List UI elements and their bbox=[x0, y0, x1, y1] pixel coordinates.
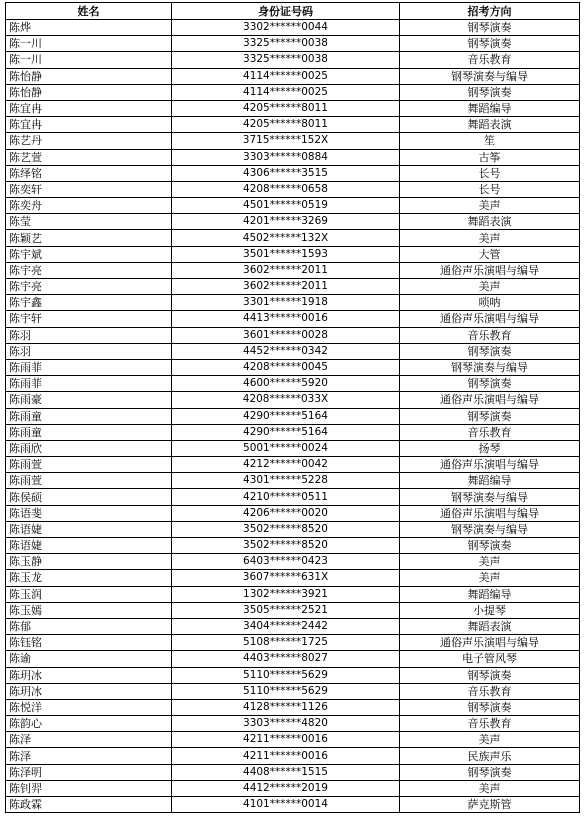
table-row bbox=[6, 521, 580, 537]
cell-id-number: 5001******0024 bbox=[172, 440, 400, 456]
cell-id-number: 4301******5228 bbox=[172, 473, 400, 489]
table-row bbox=[6, 295, 580, 311]
table-body bbox=[6, 20, 580, 813]
cell-name: 陈雨菲 bbox=[6, 376, 172, 392]
cell-direction: 钢琴演奏 bbox=[400, 764, 580, 780]
cell-direction: 通俗声乐演唱与编导 bbox=[400, 262, 580, 278]
table-row bbox=[6, 133, 580, 149]
table-row bbox=[6, 732, 580, 748]
table-row bbox=[6, 424, 580, 440]
cell-name: 陈宇亮 bbox=[6, 262, 172, 278]
cell-direction: 通俗声乐演唱与编导 bbox=[400, 311, 580, 327]
cell-id-number: 4208******0658 bbox=[172, 181, 400, 197]
cell-direction: 小提琴 bbox=[400, 602, 580, 618]
cell-id-number: 1302******3921 bbox=[172, 586, 400, 602]
cell-id-number: 4205******8011 bbox=[172, 100, 400, 116]
cell-direction: 钢琴演奏 bbox=[400, 36, 580, 52]
cell-name: 陈莹 bbox=[6, 214, 172, 230]
cell-name: 陈韵心 bbox=[6, 716, 172, 732]
cell-name: 陈雨豪 bbox=[6, 392, 172, 408]
table-row bbox=[6, 457, 580, 473]
cell-name: 陈悦洋 bbox=[6, 699, 172, 715]
cell-id-number: 3325******0038 bbox=[172, 36, 400, 52]
cell-direction: 舞蹈编导 bbox=[400, 100, 580, 116]
cell-direction: 钢琴演奏与编导 bbox=[400, 68, 580, 84]
cell-id-number: 3502******8520 bbox=[172, 521, 400, 537]
cell-name: 陈玉静 bbox=[6, 554, 172, 570]
cell-direction: 舞蹈表演 bbox=[400, 214, 580, 230]
cell-id-number: 4408******1515 bbox=[172, 764, 400, 780]
table-row bbox=[6, 36, 580, 52]
cell-name: 陈奕轩 bbox=[6, 181, 172, 197]
cell-direction: 音乐教育 bbox=[400, 424, 580, 440]
table-row bbox=[6, 618, 580, 634]
table-row bbox=[6, 117, 580, 133]
cell-name: 陈郁 bbox=[6, 618, 172, 634]
table-row bbox=[6, 279, 580, 295]
cell-direction: 唢呐 bbox=[400, 295, 580, 311]
table-header-row bbox=[6, 3, 580, 20]
cell-id-number: 3303******4820 bbox=[172, 716, 400, 732]
table-row bbox=[6, 214, 580, 230]
column-header-id-number: 身份证号码 bbox=[172, 3, 400, 20]
table-row bbox=[6, 262, 580, 278]
cell-id-number: 5108******1725 bbox=[172, 635, 400, 651]
cell-id-number: 4452******0342 bbox=[172, 343, 400, 359]
table-row bbox=[6, 100, 580, 116]
cell-name: 陈雨童 bbox=[6, 424, 172, 440]
cell-direction: 美声 bbox=[400, 279, 580, 295]
cell-id-number: 4114******0025 bbox=[172, 68, 400, 84]
cell-name: 陈艺萱 bbox=[6, 149, 172, 165]
table-row bbox=[6, 20, 580, 36]
cell-direction: 钢琴演奏 bbox=[400, 84, 580, 100]
table-row bbox=[6, 683, 580, 699]
cell-direction: 舞蹈表演 bbox=[400, 618, 580, 634]
cell-direction: 美声 bbox=[400, 780, 580, 796]
cell-direction: 通俗声乐演唱与编导 bbox=[400, 635, 580, 651]
table-row bbox=[6, 699, 580, 715]
table-row bbox=[6, 392, 580, 408]
cell-direction: 舞蹈编导 bbox=[400, 473, 580, 489]
cell-name: 陈羽 bbox=[6, 327, 172, 343]
cell-direction: 钢琴演奏 bbox=[400, 667, 580, 683]
cell-name: 陈一川 bbox=[6, 52, 172, 68]
cell-direction: 钢琴演奏与编导 bbox=[400, 489, 580, 505]
cell-name: 陈雨萱 bbox=[6, 457, 172, 473]
table-row bbox=[6, 52, 580, 68]
table-row bbox=[6, 376, 580, 392]
cell-id-number: 3505******2521 bbox=[172, 602, 400, 618]
table-row bbox=[6, 84, 580, 100]
cell-id-number: 4208******0045 bbox=[172, 359, 400, 375]
cell-name: 陈一川 bbox=[6, 36, 172, 52]
cell-id-number: 4128******1126 bbox=[172, 699, 400, 715]
cell-id-number: 4208******033X bbox=[172, 392, 400, 408]
applicant-table bbox=[5, 2, 580, 813]
cell-direction: 美声 bbox=[400, 732, 580, 748]
cell-id-number: 4211******0016 bbox=[172, 748, 400, 764]
cell-id-number: 3601******0028 bbox=[172, 327, 400, 343]
cell-name: 陈泽 bbox=[6, 748, 172, 764]
cell-name: 陈政霖 bbox=[6, 797, 172, 813]
cell-id-number: 4210******0511 bbox=[172, 489, 400, 505]
cell-id-number: 4600******5920 bbox=[172, 376, 400, 392]
cell-id-number: 3301******1918 bbox=[172, 295, 400, 311]
cell-id-number: 4306******3515 bbox=[172, 165, 400, 181]
cell-name: 陈宇亮 bbox=[6, 279, 172, 295]
cell-name: 陈绎铭 bbox=[6, 165, 172, 181]
cell-name: 陈宇轩 bbox=[6, 311, 172, 327]
table-row bbox=[6, 359, 580, 375]
cell-name: 陈钰铭 bbox=[6, 635, 172, 651]
table-row bbox=[6, 764, 580, 780]
cell-direction: 钢琴演奏 bbox=[400, 343, 580, 359]
column-header-name: 姓名 bbox=[6, 3, 172, 20]
cell-direction: 通俗声乐演唱与编导 bbox=[400, 392, 580, 408]
cell-name: 陈玥冰 bbox=[6, 667, 172, 683]
cell-id-number: 3302******0044 bbox=[172, 20, 400, 36]
table-row bbox=[6, 554, 580, 570]
cell-direction: 民族声乐 bbox=[400, 748, 580, 764]
cell-name: 陈宜冉 bbox=[6, 100, 172, 116]
cell-id-number: 4206******0020 bbox=[172, 505, 400, 521]
cell-direction: 美声 bbox=[400, 554, 580, 570]
cell-id-number: 5110******5629 bbox=[172, 683, 400, 699]
cell-id-number: 4211******0016 bbox=[172, 732, 400, 748]
table-row bbox=[6, 181, 580, 197]
cell-name: 陈宜冉 bbox=[6, 117, 172, 133]
cell-id-number: 4201******3269 bbox=[172, 214, 400, 230]
cell-id-number: 4403******8027 bbox=[172, 651, 400, 667]
cell-direction: 音乐教育 bbox=[400, 683, 580, 699]
table-row bbox=[6, 311, 580, 327]
cell-name: 陈怡静 bbox=[6, 84, 172, 100]
table-row bbox=[6, 570, 580, 586]
cell-name: 陈雨菲 bbox=[6, 359, 172, 375]
cell-id-number: 3502******8520 bbox=[172, 538, 400, 554]
cell-id-number: 3602******2011 bbox=[172, 279, 400, 295]
cell-name: 陈羽 bbox=[6, 343, 172, 359]
table-row bbox=[6, 473, 580, 489]
cell-direction: 美声 bbox=[400, 230, 580, 246]
cell-name: 陈宇斌 bbox=[6, 246, 172, 262]
cell-id-number: 4412******2019 bbox=[172, 780, 400, 796]
cell-id-number: 5110******5629 bbox=[172, 667, 400, 683]
cell-id-number: 3325******0038 bbox=[172, 52, 400, 68]
table-row bbox=[6, 635, 580, 651]
cell-direction: 钢琴演奏 bbox=[400, 376, 580, 392]
cell-direction: 美声 bbox=[400, 198, 580, 214]
table-row bbox=[6, 246, 580, 262]
cell-direction: 通俗声乐演唱与编导 bbox=[400, 457, 580, 473]
cell-id-number: 3404******2442 bbox=[172, 618, 400, 634]
cell-name: 陈玉嫣 bbox=[6, 602, 172, 618]
table-row bbox=[6, 748, 580, 764]
cell-name: 陈语婕 bbox=[6, 521, 172, 537]
cell-id-number: 4205******8011 bbox=[172, 117, 400, 133]
cell-direction: 长号 bbox=[400, 165, 580, 181]
table-row bbox=[6, 149, 580, 165]
cell-id-number: 4413******0016 bbox=[172, 311, 400, 327]
roster-sheet bbox=[5, 2, 579, 813]
cell-id-number: 4212******0042 bbox=[172, 457, 400, 473]
cell-direction: 钢琴演奏 bbox=[400, 699, 580, 715]
cell-id-number: 4502******132X bbox=[172, 230, 400, 246]
cell-id-number: 3715******152X bbox=[172, 133, 400, 149]
cell-direction: 大管 bbox=[400, 246, 580, 262]
cell-id-number: 4114******0025 bbox=[172, 84, 400, 100]
cell-id-number: 3607******631X bbox=[172, 570, 400, 586]
table-row bbox=[6, 505, 580, 521]
cell-direction: 扬琴 bbox=[400, 440, 580, 456]
cell-name: 陈玉龙 bbox=[6, 570, 172, 586]
cell-direction: 电子管风琴 bbox=[400, 651, 580, 667]
cell-direction: 钢琴演奏与编导 bbox=[400, 521, 580, 537]
cell-name: 陈奕舟 bbox=[6, 198, 172, 214]
cell-name: 陈艺丹 bbox=[6, 133, 172, 149]
cell-name: 陈玉润 bbox=[6, 586, 172, 602]
table-row bbox=[6, 440, 580, 456]
cell-id-number: 4290******5164 bbox=[172, 408, 400, 424]
cell-name: 陈雨欣 bbox=[6, 440, 172, 456]
cell-id-number: 4290******5164 bbox=[172, 424, 400, 440]
table-row bbox=[6, 586, 580, 602]
cell-name: 陈玥冰 bbox=[6, 683, 172, 699]
table-row bbox=[6, 230, 580, 246]
cell-direction: 舞蹈编导 bbox=[400, 586, 580, 602]
table-row bbox=[6, 538, 580, 554]
cell-name: 陈泽 bbox=[6, 732, 172, 748]
cell-name: 陈烨 bbox=[6, 20, 172, 36]
cell-id-number: 3501******1593 bbox=[172, 246, 400, 262]
cell-name: 陈宇鑫 bbox=[6, 295, 172, 311]
table-row bbox=[6, 165, 580, 181]
cell-direction: 通俗声乐演唱与编导 bbox=[400, 505, 580, 521]
cell-name: 陈雨童 bbox=[6, 408, 172, 424]
cell-direction: 音乐教育 bbox=[400, 327, 580, 343]
cell-id-number: 6403******0423 bbox=[172, 554, 400, 570]
table-row bbox=[6, 327, 580, 343]
table-row bbox=[6, 651, 580, 667]
cell-direction: 钢琴演奏 bbox=[400, 408, 580, 424]
cell-name: 陈泽明 bbox=[6, 764, 172, 780]
cell-direction: 音乐教育 bbox=[400, 52, 580, 68]
cell-direction: 钢琴演奏 bbox=[400, 20, 580, 36]
cell-id-number: 4501******0519 bbox=[172, 198, 400, 214]
table-row bbox=[6, 489, 580, 505]
cell-direction: 笙 bbox=[400, 133, 580, 149]
cell-direction: 钢琴演奏 bbox=[400, 538, 580, 554]
table-row bbox=[6, 343, 580, 359]
cell-name: 陈谕 bbox=[6, 651, 172, 667]
cell-direction: 古筝 bbox=[400, 149, 580, 165]
cell-direction: 美声 bbox=[400, 570, 580, 586]
cell-direction: 长号 bbox=[400, 181, 580, 197]
cell-name: 陈颖艺 bbox=[6, 230, 172, 246]
cell-name: 陈侯硕 bbox=[6, 489, 172, 505]
cell-name: 陈语斐 bbox=[6, 505, 172, 521]
table-row bbox=[6, 68, 580, 84]
table-row bbox=[6, 716, 580, 732]
table-row bbox=[6, 667, 580, 683]
cell-direction: 舞蹈表演 bbox=[400, 117, 580, 133]
cell-direction: 钢琴演奏与编导 bbox=[400, 359, 580, 375]
cell-name: 陈怡静 bbox=[6, 68, 172, 84]
cell-name: 陈钊羿 bbox=[6, 780, 172, 796]
cell-name: 陈语婕 bbox=[6, 538, 172, 554]
table-row bbox=[6, 408, 580, 424]
cell-id-number: 3602******2011 bbox=[172, 262, 400, 278]
cell-name: 陈雨萱 bbox=[6, 473, 172, 489]
table-row bbox=[6, 797, 580, 813]
table-row bbox=[6, 780, 580, 796]
cell-id-number: 4101******0014 bbox=[172, 797, 400, 813]
cell-direction: 萨克斯管 bbox=[400, 797, 580, 813]
column-header-direction: 招考方向 bbox=[400, 3, 580, 20]
cell-direction: 音乐教育 bbox=[400, 716, 580, 732]
table-row bbox=[6, 198, 580, 214]
cell-id-number: 3303******0884 bbox=[172, 149, 400, 165]
table-row bbox=[6, 602, 580, 618]
